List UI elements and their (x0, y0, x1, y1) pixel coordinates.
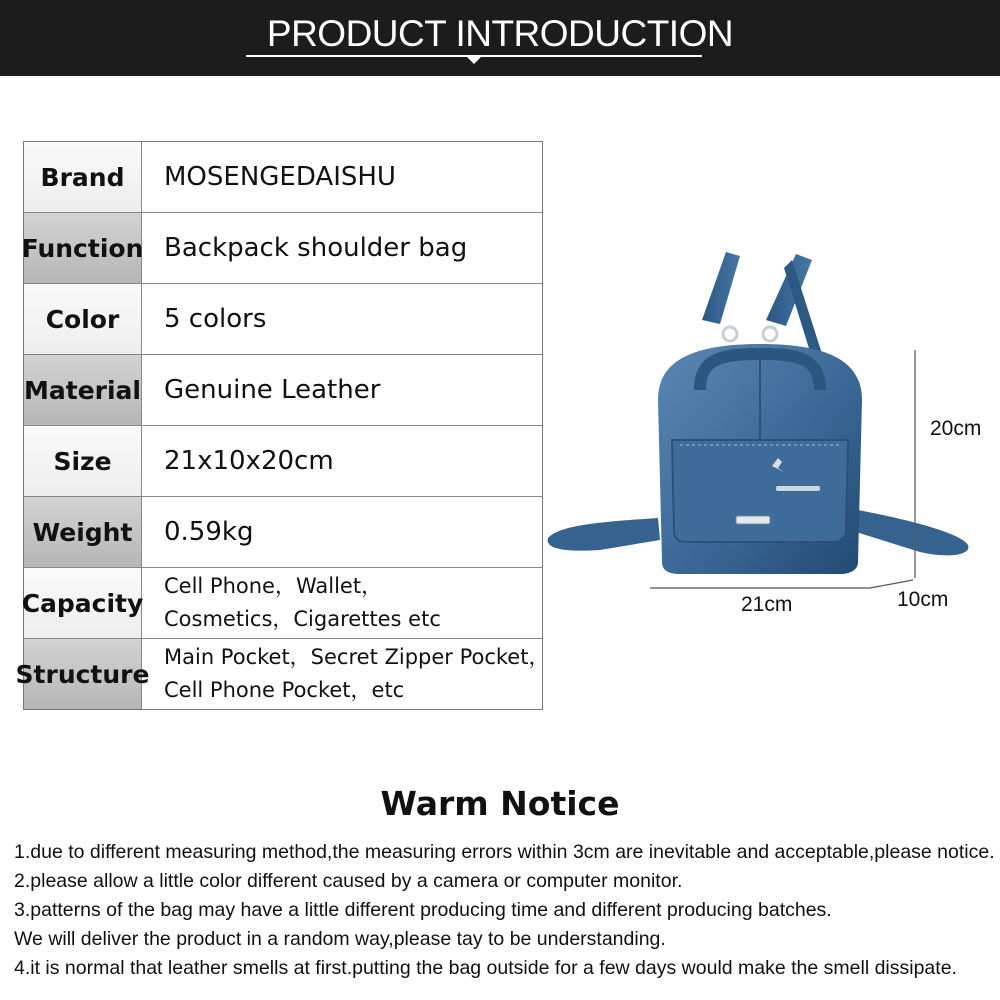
page-title: PRODUCT INTRODUCTION (266, 13, 734, 54)
header-banner (0, 0, 1000, 76)
spec-value-line: Cell Phone，Wallet， (164, 574, 383, 598)
spec-value: Backpack shoulder bag (164, 233, 468, 263)
spec-value-line: Cell Phone Pocket，etc (164, 678, 405, 702)
dimension-lines (640, 340, 930, 610)
spec-row-brand (24, 142, 542, 213)
spec-label: Material (24, 355, 142, 425)
spec-value: MOSENGEDAISHU (164, 162, 396, 192)
spec-value: Genuine Leather (164, 375, 381, 405)
spec-value: 0.59kg (164, 517, 254, 547)
spec-table (15, 141, 550, 710)
spec-row-size (24, 426, 542, 497)
notice-line: We will deliver the product in a random way,please tay to be understanding. (14, 928, 666, 950)
spec-label: Size (24, 426, 142, 496)
spec-row-material (24, 355, 542, 426)
spec-label: Structure (24, 639, 142, 709)
notice-line: 1.due to different measuring method,the measuring errors within 3cm are inevitable and acceptable,please notice. (14, 841, 995, 863)
spec-label: Capacity (24, 568, 142, 638)
spec-value: 21x10x20cm (164, 446, 334, 476)
title-notch (467, 57, 481, 64)
top-strap (702, 252, 740, 324)
spec-value (164, 568, 441, 638)
spec-row-weight (24, 497, 542, 568)
notice-line: 2.please allow a little color different caused by a camera or computer monitor. (14, 870, 683, 892)
spec-label: Function (24, 213, 142, 283)
spec-row-structure (15, 639, 550, 709)
spec-value-line: Main Pocket，Secret Zipper Pocket， (164, 645, 550, 669)
width-dimension: 21cm (741, 593, 793, 616)
spec-row-color (24, 284, 542, 355)
spec-value (164, 639, 549, 709)
spec-row-function (21, 213, 542, 284)
spec-label: Weight (24, 497, 142, 567)
spec-row-capacity (21, 568, 542, 639)
spec-value: 5 colors (164, 304, 267, 334)
notice-list (14, 838, 995, 983)
depth-dimension: 10cm (897, 588, 949, 611)
notice-line: 3.patterns of the bag may have a little different producing time and different producing batches. (14, 899, 832, 921)
spec-label: Brand (24, 142, 142, 212)
height-dimension: 20cm (930, 417, 982, 440)
spec-value-line: Cosmetics，Cigarettes etc (164, 607, 441, 631)
notice-line: 4.it is normal that leather smells at first.putting the bag outside for a few days would make the smell dissipate. (14, 957, 957, 979)
notice-title: Warm Notice (380, 784, 620, 823)
spec-label: Color (24, 284, 142, 354)
